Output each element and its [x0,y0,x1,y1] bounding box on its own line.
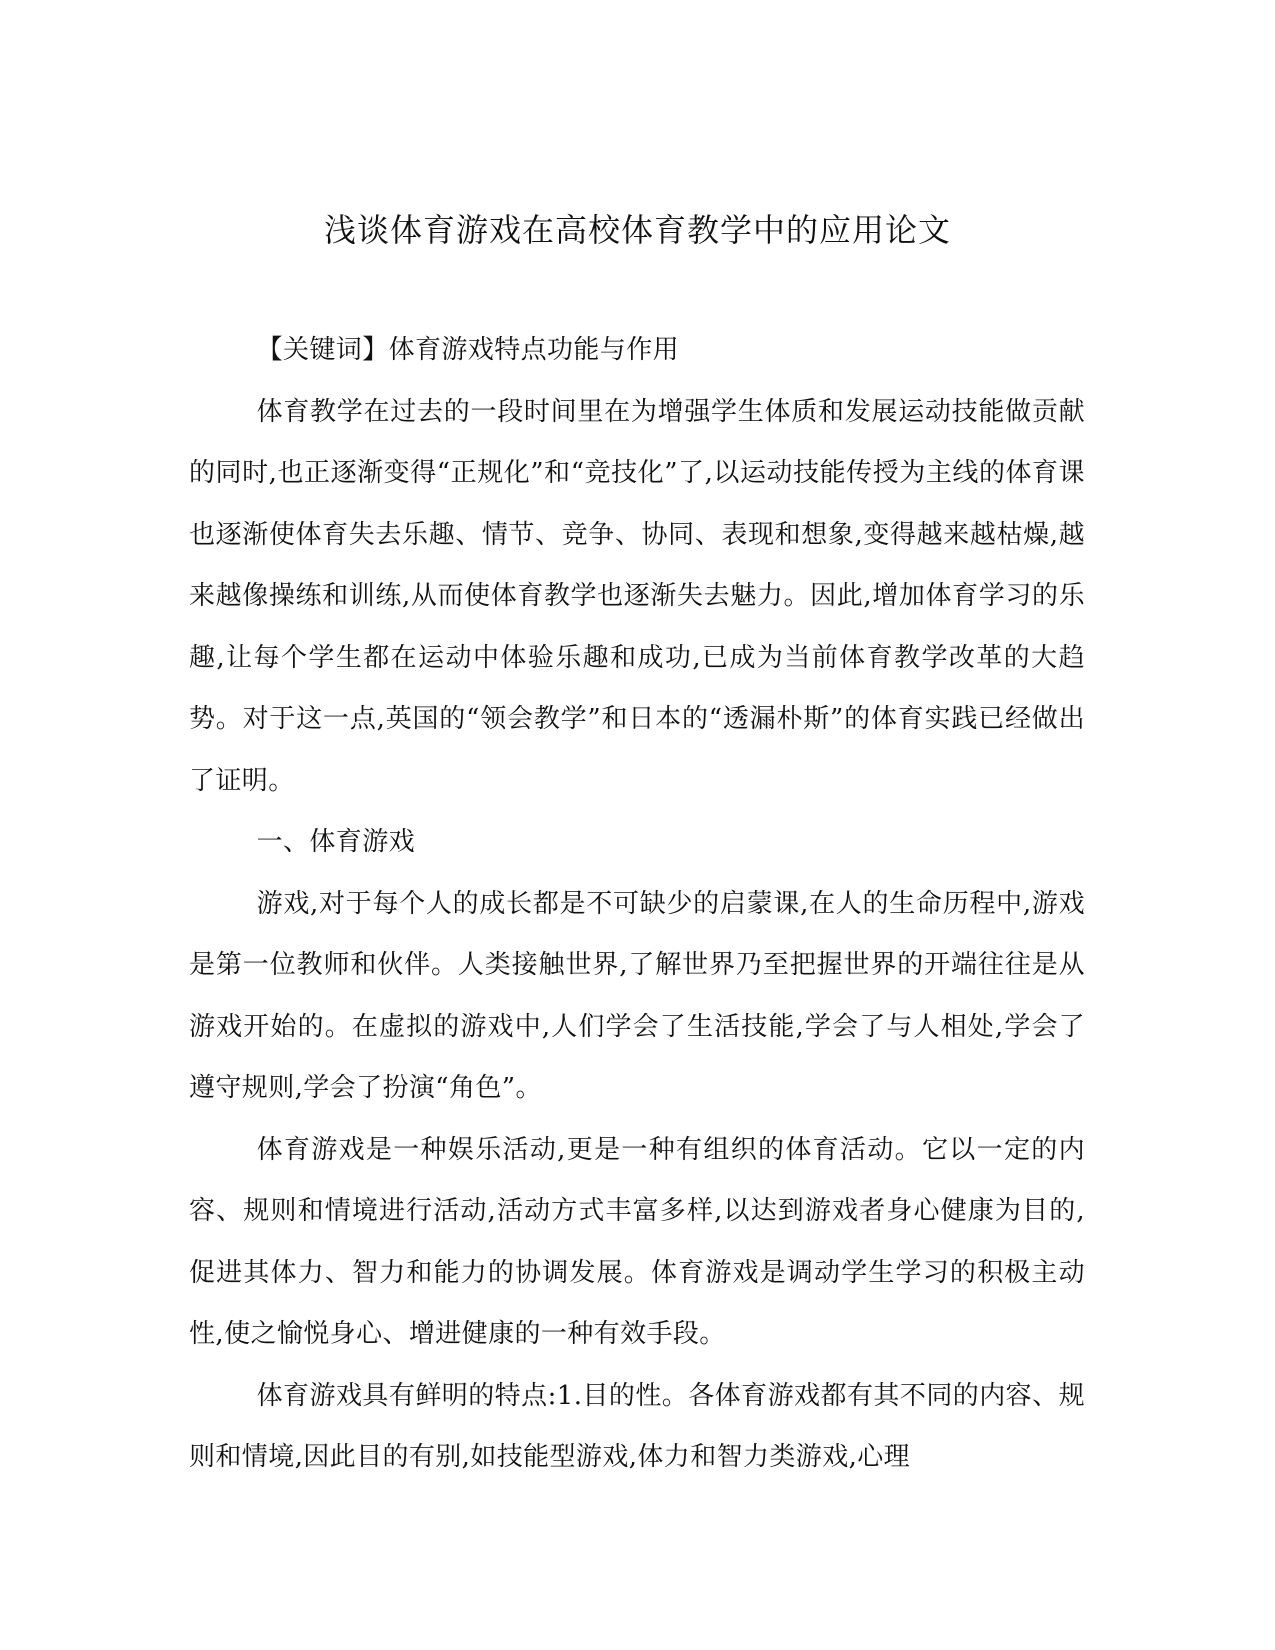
body-paragraph: 体育游戏具有鲜明的特点:1.目的性。各体育游戏都有其不同的内容、规则和情境,因此目的有别,如技能型游戏,体力和智力类游戏,心理 [189,1380,1085,1472]
keywords-paragraph: 【关键词】体育游戏特点功能与作用 [256,335,679,365]
intro-paragraph: 体育教学在过去的一段时间里在为增强学生体质和发展运动技能做贡献的同时,也正逐渐变得“正规化”和“竞技化”了,以运动技能传授为主线的体育课也逐渐使体育失去乐趣、情节、竞争、协同、表现和想象,变得越来越枯燥,越来越像操练和训练,从而使体育教学也逐渐失去魅力。因此,增加体育学习的乐趣,让每个学生都在运动中体验乐趣和成功,已成为当前体育教学改革的大趋势。对于这一点,英国的“领会教学”和日本的“透漏朴斯”的体育实践已经做出了证明。 [189,396,1085,796]
body-paragraph: 体育游戏是一种娱乐活动,更是一种有组织的体育活动。它以一定的内容、规则和情境进行活动,活动方式丰富多样,以达到游戏者身心健康为目的,促进其体力、智力和能力的协调发展。体育游戏是调动学生学习的积极主动性,使之愉悦身心、增进健康的一种有效手段。 [189,1134,1085,1349]
section-heading: 一、体育游戏 [256,827,415,857]
document-title: 浅谈体育游戏在高校体育教学中的应用论文 [323,211,951,249]
document-body [189,320,1085,1489]
body-paragraph: 游戏,对于每个人的成长都是不可缺少的启蒙课,在人的生命历程中,游戏是第一位教师和伙伴。人类接触世界,了解世界乃至把握世界的开端往往是从游戏开始的。在虚拟的游戏中,人们学会了生活技能,学会了与人相处,学会了遵守规则,学会了扮演“角色”。 [189,888,1085,1103]
